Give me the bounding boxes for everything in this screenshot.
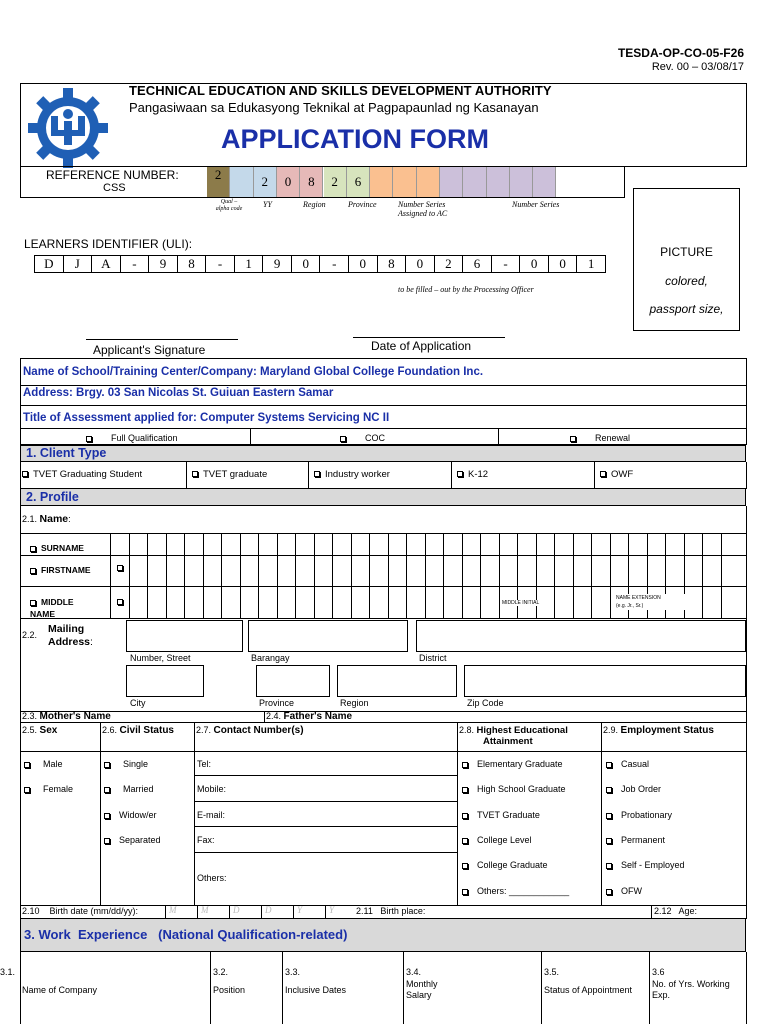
name-number: 2.1. Name:	[22, 513, 71, 525]
uli-cell: 8	[378, 256, 407, 272]
contact-mobile[interactable]: Mobile:	[197, 784, 227, 794]
work-col-status: Status of Appointment	[544, 985, 633, 995]
number-street-label: Number, Street	[130, 653, 191, 663]
name-letter-cell[interactable]	[443, 555, 462, 586]
name-letter-cell[interactable]	[184, 555, 203, 586]
name-letter-cell[interactable]	[240, 533, 259, 555]
contact-others[interactable]: Others:	[197, 873, 227, 883]
reference-cell	[510, 167, 533, 197]
picture-line1: colored,	[665, 274, 708, 288]
reference-cell	[533, 167, 556, 197]
name-letter-cell[interactable]	[517, 555, 536, 586]
mailing-label: Mailing Address:	[48, 623, 93, 648]
edu-college-level[interactable]: College Level	[462, 835, 532, 845]
work-col-num-2: 3.2.	[213, 967, 229, 977]
name-letter-cell[interactable]	[573, 586, 592, 619]
name-letter-cell[interactable]	[110, 533, 129, 555]
name-letter-cell[interactable]	[277, 533, 296, 555]
name-letter-cell[interactable]	[129, 586, 148, 619]
uli-cell: -	[492, 256, 521, 272]
reference-cell	[440, 167, 463, 197]
full-qualification-checkbox[interactable]: Full Qualification	[86, 433, 178, 443]
work-col-num-5: 3.5.	[544, 967, 560, 977]
uli-cell: -	[206, 256, 235, 272]
uli-cell: 1	[577, 256, 606, 272]
reference-cell	[417, 167, 440, 197]
reference-label: REFERENCE NUMBER:	[46, 168, 179, 182]
name-letter-cell[interactable]	[591, 555, 610, 586]
employment-header: 2.9. Employment Status	[603, 725, 714, 736]
name-letter-cell[interactable]	[462, 586, 481, 619]
name-letter-cell[interactable]	[480, 586, 499, 619]
city-field[interactable]	[126, 665, 204, 697]
assessment-title: Title of Assessment applied for: Computer Systems Servicing NC II	[23, 412, 390, 424]
caption-yy: YY	[263, 200, 272, 209]
work-col-salary: Monthly Salary	[406, 979, 438, 1000]
birth-date-digit[interactable]: Y	[325, 905, 357, 919]
contact-fax[interactable]: Fax:	[197, 835, 215, 845]
name-letter-cell[interactable]	[240, 586, 259, 619]
name-letter-cell[interactable]	[166, 586, 185, 619]
district-label: District	[419, 653, 447, 663]
uli-cell: 9	[263, 256, 292, 272]
region-label: Region	[340, 698, 369, 708]
barangay-label: Barangay	[251, 653, 290, 663]
name-letter-cell[interactable]	[665, 533, 684, 555]
name-letter-cell[interactable]	[610, 555, 629, 586]
reference-cell: 2	[324, 167, 347, 197]
name-letter-cell[interactable]	[388, 586, 407, 619]
name-letter-cell[interactable]	[314, 586, 333, 619]
picture-title: PICTURE	[660, 245, 713, 259]
emp-job-order[interactable]: Job Order	[606, 784, 661, 794]
name-letter-cell[interactable]	[702, 533, 721, 555]
uli-cell: 0	[406, 256, 435, 272]
name-letter-cell[interactable]	[425, 533, 444, 555]
name-letter-cell[interactable]	[240, 555, 259, 586]
work-col-years: No. of Yrs. Working Exp.	[652, 979, 730, 1000]
client-industry-worker[interactable]: Industry worker	[314, 469, 390, 480]
name-letter-cell[interactable]	[425, 586, 444, 619]
emp-self-employed[interactable]: Self - Employed	[606, 860, 685, 870]
mailing-number: 2.2.	[22, 630, 38, 640]
school-address: Address: Brgy. 03 San Nicolas St. Guiuan Eastern Samar	[23, 387, 334, 399]
name-letter-cell[interactable]	[258, 586, 277, 619]
reference-cell: 6	[347, 167, 370, 197]
uli-cell: 9	[149, 256, 178, 272]
birth-date-digit[interactable]: Y	[293, 905, 325, 919]
firstname-label: FIRSTNAME	[30, 565, 91, 575]
uli-cell: 0	[349, 256, 378, 272]
name-letter-cell[interactable]	[499, 533, 518, 555]
name-letter-cell[interactable]	[166, 555, 185, 586]
name-letter-cell[interactable]	[221, 555, 240, 586]
name-letter-cell[interactable]	[536, 533, 555, 555]
caption-qual: Qual – alpha code	[215, 199, 243, 212]
name-letter-cell[interactable]	[628, 555, 647, 586]
sex-female[interactable]: Female	[24, 784, 73, 794]
name-letter-cell[interactable]	[554, 555, 573, 586]
caption-province: Province	[348, 200, 377, 209]
name-letter-cell[interactable]	[388, 555, 407, 586]
education-header: 2.8. Highest Educational Attainment	[459, 725, 568, 747]
name-letter-cell[interactable]	[443, 586, 462, 619]
surname-cells[interactable]	[110, 533, 739, 555]
name-letter-cell[interactable]	[628, 533, 647, 555]
name-letter-cell[interactable]	[665, 555, 684, 586]
agency-name: TECHNICAL EDUCATION AND SKILLS DEVELOPMENT AUTHORITY	[129, 83, 552, 98]
name-letter-cell[interactable]	[406, 533, 425, 555]
uli-cell: -	[320, 256, 349, 272]
uli-box	[34, 255, 606, 273]
civil-status-header: 2.6. Civil Status	[102, 725, 174, 736]
emp-ofw[interactable]: OFW	[606, 886, 642, 896]
renewal-checkbox[interactable]: Renewal	[570, 433, 630, 443]
edu-elementary[interactable]: Elementary Graduate	[462, 759, 563, 769]
name-letter-cell[interactable]	[721, 555, 740, 586]
name-letter-cell[interactable]	[314, 533, 333, 555]
name-letter-cell[interactable]	[351, 555, 370, 586]
client-type-title: 1. Client Type	[26, 446, 107, 460]
name-letter-cell[interactable]	[129, 533, 148, 555]
name-letter-cell[interactable]	[203, 586, 222, 619]
name-letter-cell[interactable]	[647, 533, 666, 555]
uli-label: LEARNERS IDENTIFIER (ULI):	[24, 237, 193, 251]
name-letter-cell[interactable]	[591, 533, 610, 555]
tesda-logo-icon	[26, 86, 110, 170]
uli-cell: 0	[549, 256, 578, 272]
uli-cell: 0	[292, 256, 321, 272]
work-col-company: Name of Company	[22, 985, 98, 995]
uli-cell: 0	[520, 256, 549, 272]
name-letter-cell[interactable]	[702, 555, 721, 586]
name-letter-cell[interactable]	[721, 533, 740, 555]
work-col-num-4: 3.4.	[406, 967, 422, 977]
middlename-label: MIDDLE NAME	[30, 597, 74, 619]
middlename-checkbox[interactable]	[117, 597, 128, 608]
name-letter-cell[interactable]	[147, 586, 166, 619]
name-letter-cell[interactable]	[147, 555, 166, 586]
name-letter-cell[interactable]	[369, 586, 388, 619]
name-letter-cell[interactable]	[332, 555, 351, 586]
uli-cell: D	[35, 256, 64, 272]
name-letter-cell[interactable]	[499, 555, 518, 586]
name-letter-cell[interactable]	[277, 586, 296, 619]
name-letter-cell[interactable]	[369, 555, 388, 586]
profile-bar	[20, 489, 746, 506]
name-letter-cell[interactable]	[480, 533, 499, 555]
name-letter-cell[interactable]	[425, 555, 444, 586]
birth-date-digit[interactable]: D	[261, 905, 293, 919]
edu-tvet[interactable]: TVET Graduate	[462, 810, 540, 820]
name-extension-label: NAME EXTENSION (e.g. Jr., Sr.)	[614, 594, 688, 610]
contact-email[interactable]: E-mail:	[197, 810, 226, 820]
uli-note: to be filled – out by the Processing Officer	[398, 285, 534, 294]
work-col-num-6: 3.6	[652, 967, 665, 977]
contact-tel[interactable]: Tel:	[197, 759, 212, 769]
name-letter-cell[interactable]	[184, 586, 203, 619]
client-type-bar	[20, 445, 746, 462]
city-label: City	[130, 698, 146, 708]
name-letter-cell[interactable]	[166, 533, 185, 555]
civil-separated[interactable]: Separated	[104, 835, 161, 845]
name-letter-cell[interactable]	[221, 586, 240, 619]
applicant-signature[interactable]: Applicant's Signature	[93, 343, 206, 357]
zip-field[interactable]	[464, 665, 746, 697]
name-letter-cell[interactable]	[332, 533, 351, 555]
reference-cell: 0	[277, 167, 300, 197]
agency-name-filipino: Pangasiwaan sa Edukasyong Teknikal at Pagpapaunlad ng Kasanayan	[129, 100, 539, 115]
work-table	[20, 952, 747, 1024]
name-letter-cell[interactable]	[406, 586, 425, 619]
client-owf[interactable]: OWF	[600, 469, 633, 480]
name-letter-cell[interactable]	[536, 555, 555, 586]
school-name: Name of School/Training Center/Company: Maryland Global College Foundation Inc.	[23, 366, 484, 378]
signature-line	[86, 339, 238, 340]
mother-name-label[interactable]: 2.3. Mother's Name	[22, 711, 111, 722]
number-street-field[interactable]	[126, 620, 243, 652]
document-code: TESDA-OP-CO-05-F26	[617, 46, 744, 60]
uli-cell: 8	[178, 256, 207, 272]
contact-header: 2.7. Contact Number(s)	[196, 725, 304, 736]
client-tvet-graduating[interactable]: TVET Graduating Student	[22, 469, 142, 480]
barangay-field[interactable]	[248, 620, 408, 652]
sex-male[interactable]: Male	[24, 759, 63, 769]
name-letter-cell[interactable]	[295, 533, 314, 555]
zip-label: Zip Code	[467, 698, 504, 708]
reference-label-css: CSS	[103, 182, 126, 194]
parents-row	[20, 711, 747, 723]
coc-checkbox[interactable]: COC	[340, 433, 385, 443]
name-letter-cell[interactable]	[554, 533, 573, 555]
birth-place-label[interactable]: 2.11 Birth place:	[356, 906, 426, 916]
name-letter-cell[interactable]	[314, 555, 333, 586]
reference-cell	[370, 167, 393, 197]
surname-label: SURNAME	[30, 543, 84, 553]
province-field[interactable]	[256, 665, 330, 697]
work-experience-title: 3. Work Experience (National Qualification-related)	[24, 927, 348, 942]
uli-cell: 6	[463, 256, 492, 272]
name-letter-cell[interactable]	[591, 586, 610, 619]
sex-header: 2.5. Sex	[22, 725, 58, 736]
name-letter-cell[interactable]	[554, 586, 573, 619]
civil-widower[interactable]: Widow/er	[104, 810, 157, 820]
name-letter-cell[interactable]	[684, 555, 703, 586]
name-letter-cell[interactable]	[203, 533, 222, 555]
birth-date-field[interactable]	[165, 905, 357, 919]
age-label[interactable]: 2.12 Age:	[654, 906, 698, 916]
work-col-position: Position	[213, 985, 246, 995]
caption-series-ac: Number Series Assigned to AC	[398, 200, 448, 218]
middle-initial-label: MIDDLE INITIAL	[502, 600, 540, 606]
name-letter-cell[interactable]	[203, 555, 222, 586]
father-name-label[interactable]: 2.4. Father's Name	[266, 711, 353, 722]
name-letter-cell[interactable]	[721, 586, 740, 619]
name-letter-cell[interactable]	[517, 533, 536, 555]
firstname-checkbox[interactable]	[117, 563, 128, 574]
edu-college-graduate[interactable]: College Graduate	[462, 860, 548, 870]
name-letter-cell[interactable]	[480, 555, 499, 586]
date-of-application[interactable]: Date of Application	[371, 339, 472, 353]
region-field[interactable]	[337, 665, 457, 697]
reference-cell: 8	[300, 167, 323, 197]
name-letter-cell[interactable]	[295, 586, 314, 619]
emp-permanent[interactable]: Permanent	[606, 835, 665, 845]
name-letter-cell[interactable]	[462, 555, 481, 586]
reference-cell: 2	[207, 167, 230, 197]
name-letter-cell[interactable]	[129, 555, 148, 586]
revision: Rev. 00 – 03/08/17	[651, 61, 744, 73]
name-letter-cell[interactable]	[147, 533, 166, 555]
uli-cell: 1	[235, 256, 264, 272]
name-letter-cell[interactable]	[573, 533, 592, 555]
profile-title: 2. Profile	[26, 490, 79, 504]
birth-date-digit[interactable]: D	[229, 905, 261, 919]
birth-date-digit[interactable]: M	[197, 905, 229, 919]
name-letter-cell[interactable]	[610, 533, 629, 555]
work-col-num-1: 3.1.	[0, 967, 16, 977]
picture-line2: passport size,	[649, 302, 724, 316]
client-k12[interactable]: K-12	[457, 469, 488, 480]
name-letter-cell[interactable]	[332, 586, 351, 619]
name-letter-cell[interactable]	[258, 533, 277, 555]
client-tvet-graduate[interactable]: TVET graduate	[192, 469, 267, 480]
firstname-cells[interactable]	[110, 555, 739, 586]
reference-cell	[463, 167, 486, 197]
reference-cell	[393, 167, 416, 197]
uli-cell: -	[121, 256, 150, 272]
name-letter-cell[interactable]	[647, 555, 666, 586]
caption-region: Region	[303, 200, 326, 209]
caption-series: Number Series	[512, 200, 560, 209]
edu-high-school[interactable]: High School Graduate	[462, 784, 566, 794]
civil-married[interactable]: Married	[104, 784, 154, 794]
emp-casual[interactable]: Casual	[606, 759, 649, 769]
name-letter-cell[interactable]	[702, 586, 721, 619]
name-letter-cell[interactable]	[462, 533, 481, 555]
date-line	[353, 337, 505, 338]
edu-others[interactable]: Others: ____________	[462, 886, 569, 896]
name-letter-cell[interactable]	[221, 533, 240, 555]
district-field[interactable]	[416, 620, 746, 652]
name-letter-cell[interactable]	[295, 555, 314, 586]
form-title: APPLICATION FORM	[221, 124, 489, 154]
reference-cell	[230, 167, 253, 197]
uli-cell: A	[92, 256, 121, 272]
work-col-num-3: 3.3.	[285, 967, 301, 977]
emp-probationary[interactable]: Probationary	[606, 810, 672, 820]
name-letter-cell[interactable]	[351, 586, 370, 619]
reference-cell: 2	[254, 167, 277, 197]
name-letter-cell[interactable]	[184, 533, 203, 555]
name-letter-cell[interactable]	[443, 533, 462, 555]
province-label: Province	[259, 698, 295, 708]
uli-cell: J	[64, 256, 93, 272]
name-letter-cell[interactable]	[573, 555, 592, 586]
uli-cell: 2	[435, 256, 464, 272]
birth-date-digit[interactable]: M	[165, 905, 197, 919]
name-letter-cell[interactable]	[351, 533, 370, 555]
name-letter-cell[interactable]	[369, 533, 388, 555]
reference-cell	[487, 167, 510, 197]
work-col-dates: Inclusive Dates	[285, 985, 347, 995]
name-letter-cell[interactable]	[258, 555, 277, 586]
name-letter-cell[interactable]	[406, 555, 425, 586]
name-letter-cell[interactable]	[684, 533, 703, 555]
birth-date-label: 2.10 Birth date (mm/dd/yy):	[22, 906, 139, 916]
civil-single[interactable]: Single	[104, 759, 148, 769]
name-letter-cell[interactable]	[277, 555, 296, 586]
name-letter-cell[interactable]	[388, 533, 407, 555]
